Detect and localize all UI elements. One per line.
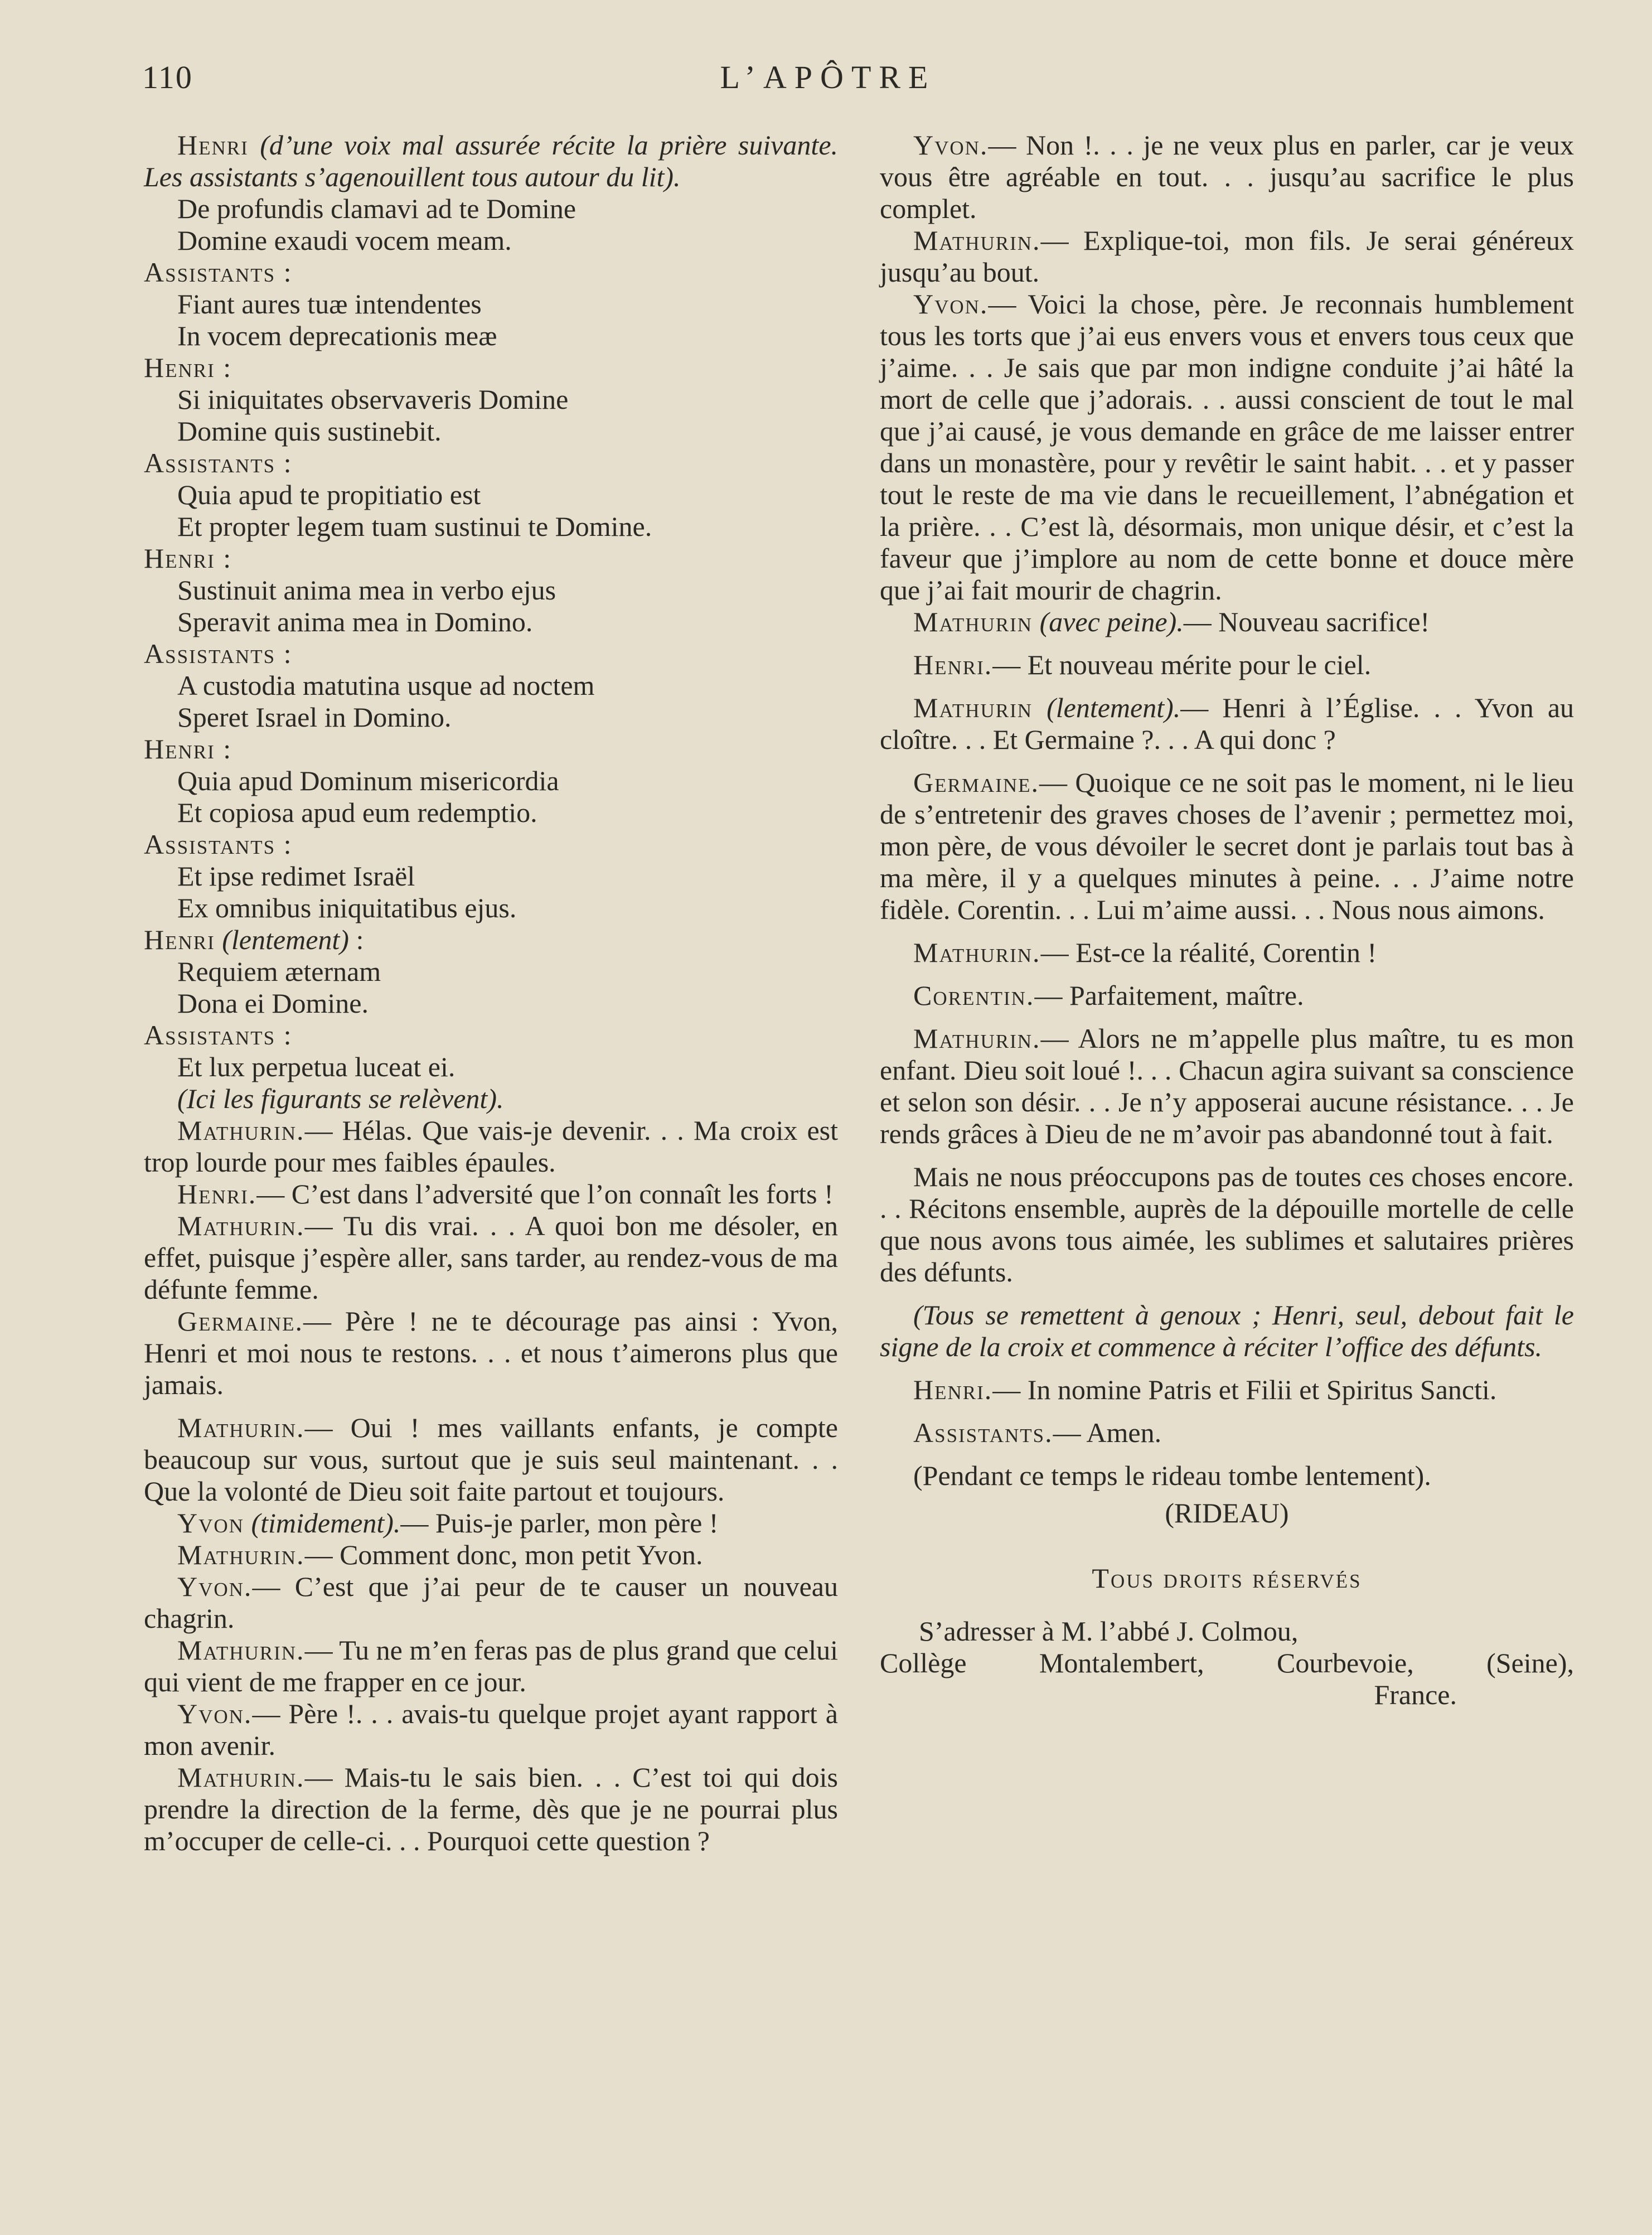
speaker-label: Henri : [144,733,232,765]
speaker-label: Assistants : [144,257,293,288]
prayer-verse: Dona ei Domine. [177,988,369,1019]
speaker-name: Henri. [913,649,993,680]
prayer-verse: Sustinuit anima mea in verbo ejus [177,574,556,606]
prayer-verse: Domine quis sustinebit. [177,415,442,447]
speaker-name: Germaine. [177,1305,304,1337]
dialogue-text: — Est-ce la réalité, Corentin ! [1040,937,1377,968]
stage-direction [177,1083,838,1115]
prayer-verse: Domine exaudi vocem meam. [177,225,512,256]
speaker-name: Henri. [913,1374,993,1405]
prayer-verse: A custodia matutina usque ad noctem [177,670,595,701]
page-number: 110 [142,59,193,95]
dialogue-paragraph [144,1412,838,1507]
dialogue-text: — Père ! ne te décourage pas ainsi : Yvon, Henri et moi nous te restons. . . et nous t’aimerons plus que jamais. [144,1305,838,1400]
dialogue-text: — Mais-tu le sais bien. . . C’est toi qui dois prendre la direction de la ferme, dès que je ne pourrai plus m’occuper de celle-ci. . . Pourquoi cette question ? [144,1762,838,1856]
curtain-label: (RIDEAU) [1165,1497,1289,1528]
dialogue-paragraph [880,129,1574,225]
stage-direction: (lentement) [222,924,349,955]
dialogue-paragraph: Mais ne nous préoccupons pas de toutes ces choses encore. . . Récitons ensemble, auprès de la dépouille mortelle de celle que nous avons tous aimée, les sublimes et salutaires prières des défunts. [880,1161,1574,1288]
prayer-verse: Quia apud Dominum misericordia [177,765,559,796]
dialogue-paragraph [144,1210,838,1305]
speaker-label: Assistants : [144,447,293,478]
dialogue-paragraph [144,1305,838,1401]
speaker-name: Yvon. [177,1698,253,1729]
dialogue-paragraph [880,937,1574,969]
speaker-name: Mathurin. [177,1115,305,1146]
dialogue-paragraph [880,288,1574,606]
speaker-name: Mathurin. [177,1210,305,1241]
dialogue-paragraph [880,1023,1574,1150]
prayer-verse: Et lux perpetua luceat ei. [177,1051,456,1082]
speaker-label: Henri : [144,543,232,574]
speaker-name: Henri [144,924,215,955]
speaker-name: Mathurin. [177,1539,305,1570]
speaker-name: Yvon [177,1507,244,1539]
dialogue-text: — Nouveau sacrifice! [1183,606,1430,637]
address-line: Collège Montalembert, Courbevoie, (Seine), [880,1647,1574,1678]
dialogue-paragraph [880,767,1574,926]
rights-reserved: Tous droits réservés [1092,1562,1362,1594]
dialogue-text: — C’est dans l’adversité que l’on connaît les forts ! [256,1178,834,1210]
dialogue-paragraph [880,606,1574,638]
dialogue-text: — Tu dis vrai. . . A quoi bon me désoler, en effet, puisque j’espère aller, sans tarder, au rendez-vous de ma défunte femme. [144,1210,838,1305]
speaker-name: Yvon. [913,288,989,320]
prayer-verse: Et copiosa apud eum redemptio. [177,797,537,828]
stage-direction: (lentement). [1047,692,1181,723]
prayer-verse: Et propter legem tuam sustinui te Domine. [177,511,652,542]
dialogue-paragraph [144,1698,838,1762]
prayer-verse: Si iniquitates observaveris Domine [177,384,569,415]
dialogue-paragraph [880,1374,1574,1406]
dialogue-paragraph [144,1539,838,1571]
speaker-name: Yvon. [913,129,989,161]
speaker-label: Assistants : [144,829,293,860]
speaker-name: Yvon. [177,1571,253,1602]
speaker-label: Assistants : [144,1019,293,1051]
speaker-name: Mathurin. [177,1634,305,1666]
colon: : [348,924,364,955]
speaker-name: Henri. [177,1178,257,1210]
speaker-name: Mathurin. [913,1023,1041,1054]
dialogue-text: — In nomine Patris et Filii et Spiritus Sancti. [992,1374,1497,1405]
speaker-name: Mathurin. [913,937,1041,968]
dialogue-text: — Et nouveau mérite pour le ciel. [992,649,1372,680]
prayer-verse: Speret Israel in Domino. [177,702,452,733]
dialogue-text: — Amen. [1053,1417,1162,1448]
dialogue-text: — C’est que j’ai peur de te causer un nouveau chagrin. [144,1571,838,1634]
stage-direction [880,1299,1574,1363]
dialogue-paragraph [144,1762,838,1857]
dialogue-text: — Non !. . . je ne veux plus en parler, car je veux vous être agréable en tout. . . jusqu’au sacrifice le plus complet. [880,129,1574,224]
speaker-name: Assistants. [913,1417,1053,1448]
prayer-verse: Quia apud te propitiatio est [177,479,481,510]
dialogue-paragraph [880,225,1574,288]
dialogue-text: — Alors ne m’appelle plus maître, tu es mon enfant. Dieu soit loué !. . . Chacun agira suivant sa conscience et selon son désir. . . Je n’y apposerai aucune résistance. . . Je rends grâces à Dieu de ne m’avoir pas abandonné tout à fait. [880,1023,1574,1149]
address-line: S’adresser à M. l’abbé J. Colmou, [919,1615,1299,1647]
stage-direction-text: (Ici les figurants se relèvent). [177,1083,504,1114]
dialogue-text: — Hélas. Que vais-je devenir. . . Ma croix est trop lourde pour mes faibles épaules. [144,1115,838,1178]
dialogue-paragraph [144,1507,838,1539]
dialogue-text: — Henri à l’Église. . . Yvon au cloître. . . Et Germaine ?. . . A qui donc ? [880,692,1575,755]
speaker-name: Henri [177,129,249,161]
prayer-verse: Ex omnibus iniquitatibus ejus. [177,892,517,923]
prayer-verse: De profundis clamavi ad te Domine [177,193,576,224]
contact-address [880,1615,1574,1711]
stage-direction-text: (Tous se remettent à genoux ; Henri, seul, debout fait le signe de la croix et commence à réciter l’office des défunts. [880,1299,1574,1362]
dialogue-paragraph [144,1178,838,1210]
speaker-name: Germaine. [913,767,1040,798]
dialogue-paragraph [144,1634,838,1698]
running-title: L’APÔTRE [720,59,936,95]
speaker-name: Mathurin [913,606,1033,637]
dialogue-text: — Tu ne m’en feras pas de plus grand que celui qui vient de me frapper en ce jour. [144,1634,838,1697]
speaker-name: Mathurin. [913,225,1041,256]
dialogue-paragraph [880,649,1574,681]
dialogue-paragraph [880,1417,1574,1449]
speaker-name: Corentin. [913,980,1035,1011]
stage-direction-paragraph [144,129,838,193]
prayer-verse: Et ipse redimet Israël [177,860,415,892]
dialogue-text: — Quoique ce ne soit pas le moment, ni le lieu de s’entretenir des graves choses de l’avenir ; permettez moi, mon père, de vous dévoiler le secret dont je parlais tout bas à ma mère, il y a quelques minutes à peine. . . J’aime notre fidèle. Corentin. . . Lui m’aime aussi. . . Nous nous aimons. [880,767,1574,925]
dialogue-text: — Père !. . . avais-tu quelque projet ayant rapport à mon avenir. [144,1698,838,1761]
dialogue-text: — Oui ! mes vaillants enfants, je compte beaucoup sur vous, surtout que je suis seul maintenant. . . Que la volonté de Dieu soit faite partout et toujours. [144,1412,838,1507]
right-column [880,129,1574,1711]
speaker-name: Mathurin. [177,1762,305,1793]
speaker-label: Assistants : [144,638,293,669]
speaker-name: Mathurin. [177,1412,305,1443]
dialogue-paragraph [880,980,1574,1012]
address-line: France. [1374,1679,1457,1710]
dialogue-text: — Comment donc, mon petit Yvon. [304,1539,703,1570]
stage-direction: (avec peine). [1039,606,1184,637]
left-column [144,129,838,1857]
prayer-verse: Fiant aures tuæ intendentes [177,288,482,320]
prayer-verse: In vocem deprecationis meæ [177,320,497,351]
stage-direction: (d’une voix mal assurée récite la prière suivante. Les assistants s’agenouillent tous autour du lit). [144,129,839,192]
dialogue-paragraph [144,1571,838,1634]
speaker-label: Henri : [144,352,232,383]
dialogue-text: — Voici la chose, père. Je reconnais humblement tous les torts que j’ai eus envers vous et envers tous ceux que j’aime. . . Je sais que par mon indigne conduite j’ai hâté la mort de celle que j’adorais. . . aussi conscient de tout le mal que j’ai causé, je vous demande en grâce de me laisser entrer dans un monastère, pour y revêtir le saint habit. . . et y passer tout le reste de ma vie dans le recueillement, l’abnégation et la prière. . . C’est là, désormais, mon unique désir, et c’est la faveur que j’implore au nom de cette bonne et douce mère que j’ai fait mourir de chagrin. [880,288,1574,606]
stage-direction: (Pendant ce temps le rideau tombe lentement). [913,1460,1431,1491]
prayer-verse: Speravit anima mea in Domino. [177,606,533,637]
running-header [142,59,1514,103]
dialogue-text: — Parfaitement, maître. [1034,980,1304,1011]
dialogue-text: — Explique-toi, mon fils. Je serai généreux jusqu’au bout. [880,225,1574,288]
dialogue-paragraph [144,1115,838,1178]
dialogue-paragraph [880,692,1574,756]
prayer-verse: Requiem æternam [177,956,381,987]
dialogue-text: — Puis-je parler, mon père ! [400,1507,719,1539]
speaker-label [144,924,838,956]
stage-direction: (timidement). [251,1507,401,1539]
speaker-name: Mathurin [913,692,1033,723]
